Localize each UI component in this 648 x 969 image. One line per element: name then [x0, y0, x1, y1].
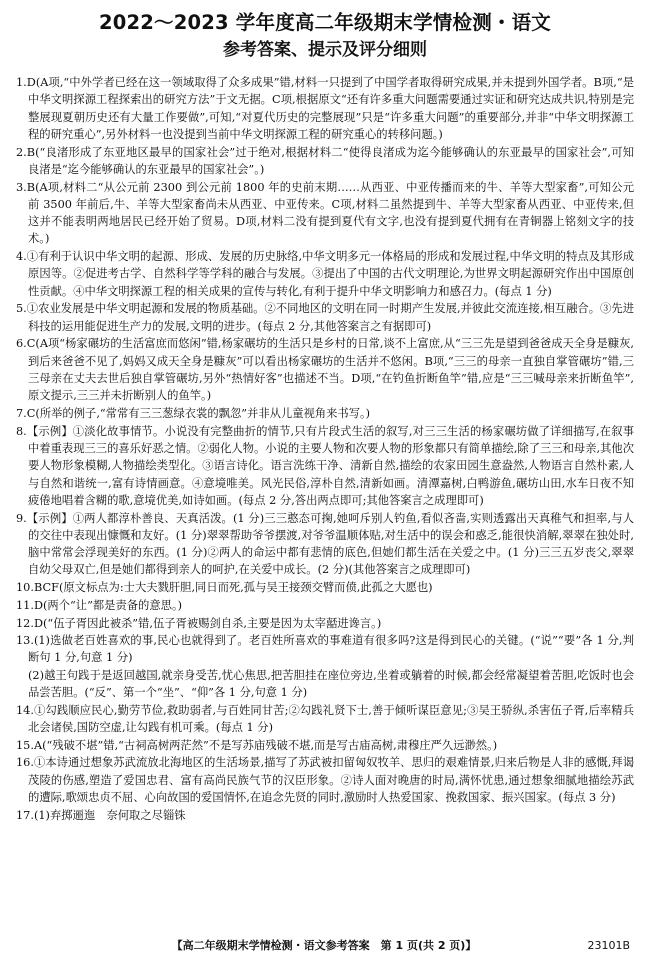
answer-item-6: 6.C(A项“杨家碾坊的生活富庶而悠闲”错,杨家碾坊的生活只是乡村的日常,谈不上富庶,从“三三先是望到爸爸成天全身是糠灰,到后来爸爸不见了,妈妈又成天全身是糠灰”可以看出杨家碾坊的生活并不悠闲。B项,“三三的母亲一直独自掌管碾坊”错,三三母亲在丈夫去世后独自掌管碾坊,另外“热情好客”也描述不当。D项,“在钓鱼折断鱼竿”错,应是“三三喊母亲来折断鱼竿”,原文提示,三三并未折断别人的鱼竿。): [16, 337, 634, 403]
answer-item-15: 15.A(“残破不堪”错,“古祠高树两茫然”不是写苏庙残破不堪,而是写古庙高树,肃穆庄严久远渺然。): [16, 738, 498, 752]
footer-page-info: 【高二年级期末学情检测・语文参考答案 第 1 页(共 2 页)】: [171, 939, 477, 952]
answer-item-8: 8.【示例】①淡化故事情节。小说没有完整曲折的情节,只有片段式生活的叙写,对三三生活的杨家碾坊做了详细描写,在叙事中着重表现三三的喜乐好恶之情。②弱化人物。小说的主要人物和次要人物的形象都只有简单描绘,除了三三和母亲,其他次要人物形象模糊,人物描绘类型化。③语言诗化。语言洗练干净、清新自然,描绘的农家田园生意盎然,人物语言自然朴素,人与自然和谐统一,富有诗情画意。④意境唯美。风光民俗,淳朴自然,清新如画。清潭嘉树,白鸭游鱼,碾坊山田,水车日夜不知疲倦地唱着含糊的歌,意境优美,如诗如画。(每点 2 分,答出两点即可;其他答案言之成理即可): [16, 424, 635, 507]
answer-item-2: 2.B(“良渚形成了东亚地区最早的国家社会”过于绝对,根据材料二“使得良渚成为迄今能够确认的东亚最早的国家社会”,可知良渚是“迄今能够确认的东亚最早的国家社会”。): [16, 145, 634, 176]
answer-item-14: 14.①勾践顺应民心,勤劳节俭,救助弱者,与百姓同甘苦;②勾践礼贤下士,善于倾听谋臣意见;③吴王骄纵,杀害伍子胥,后率精兵北会诸侯,国防空虚,让勾践有机可乘。(每点 1 分): [16, 703, 634, 735]
answer-item-4: 4.①有利于认识中华文明的起源、形成、发展的历史脉络,中华文明多元一体格局的形成和发展过程,中华文明的特点及其形成原因等。②促进考古学、自然科学等学科的融合与发展。③提出了中国的古代文明理论,为世界文明起源研究作出中国原创性贡献。④中华文明探源工程的相关成果的宣传与转化,有利于提升中华文明影响力和感召力。(每点 1 分): [16, 250, 634, 298]
answer-item-17: 17.(1)弃掷逦迤 奈何取之尽锱铢: [16, 808, 186, 822]
page-footer: [0, 937, 648, 955]
page-subtitle: 参考答案、提示及评分细则: [223, 40, 427, 60]
answer-item-13: 13.(1)选做老百姓喜欢的事,民心也就得到了。老百姓所喜欢的事难道有很多吗?这是得到民心的关键。(“说”“要”各 1 分,判断句 1 分,句意 1 分) (2)越王句践于是返回越国,就亲身受苦,忧心焦思,把苦胆挂在座位旁边,坐着或躺着的时候,都会经常凝望着苦胆,吃饭时也会品尝苦胆。(“反”、第一个“坐”、“仰”各 1 分,句意 1 分): [16, 634, 634, 700]
answer-item-9: 9.【示例】①两人都淳朴善良、天真活泼。(1 分)三三憨态可掬,她呵斥别人钓鱼,看似吝啬,实则透露出天真稚气和担率,与人的交往中表现出慷慨和友好。(1 分)翠翠帮助爷爷摆渡,对爷爷温顺体贴,对生活中的误会和惑乏,能很快消解,翠翠在独处时,脑中常常会浮现美好的东西。(1 分)②两人的命运中都有悲情的底色,但她们都生活在关爱之中。(1 分)三三五岁丧父,翠翠自幼父母双亡,但是她们都得到亲人的呵护,在关爱中成长。(2 分)(其他答案言之成理即可): [16, 511, 634, 577]
answer-item-11: 11.D(两个“让”都是责备的意思。): [16, 598, 183, 612]
answer-item-16: 16.①本诗通过想象苏武流放北海地区的生活场景,描写了苏武被扣留匈奴牧羊、思归的艰难情景,归来后物是人非的感慨,拜谒茂陵的伤感,塑造了爱国忠君、富有高尚民族气节的汉臣形象。②诗人面对晚唐的时局,满怀忧患,通过想象细腻地描绘苏武的遭际,歌颂忠贞不屈、心向故国的爱国情怀,在追念先贤的同时,激励时人热爱国家、挽救国家、振兴国家。(每点 3 分): [16, 756, 634, 805]
answer-item-7: 7.C(所举的例子,“常常有三三葱绿衣裳的飘忽”并非从儿童视角来书写。): [16, 406, 371, 420]
answer-item-5: 5.①农业发展是中华文明起源和发展的物质基础。②不同地区的文明在同一时期产生发展,并彼此交流连接,相互融合。③先进科技的运用能促进生产力的发展,文明的进步。(每点 2 分,其他答案言之有据即可): [16, 302, 634, 333]
page-title: 2022～2023 学年度高二年级期末学情检测・语文: [98, 11, 552, 34]
answer-item-1: 1.D(A项,“中外学者已经在这一领域取得了众多成果”错,材料一只提到了中国学者取得研究成果,并未提到外国学者。B项,“是中华文明探源工程探索出的研究方法”于文无据。C项,根据原文“还有许多重大问题需要通过实证和研究达成共识,特别是完整展现夏朝历史还有大量工作要做”,可知,“对夏代历史的完整展现”只是“许多重大问题”的重要部分,并非“中华文明探源工程的研究重心”,另外材料一也没提到当前中华文明探源工程的研究重心的转移问题。): [16, 76, 634, 141]
footer-doc-code: 23101B: [587, 939, 630, 952]
answer-item-3: 3.B(A项,材料二“从公元前 2300 到公元前 1800 年的史前末期……从西亚、中亚传播而来的牛、羊等大型家畜”,可知公元前 3500 年前后,牛、羊等大型家畜尚未从西亚、中亚传来。C项,材料二虽然提到牛、羊等大型家畜从西亚、中亚传来,但这并不能表明两地居民已经开始了贸易。D项,材料二没有提到夏代有文字,也没有提到夏代拥有在青铜器上铭刻文字的技术。): [16, 180, 634, 246]
answer-item-10: 10.BCF(原文标点为:士大夫戮肝胆,同日而死,孤与吴王接颈交臂而偾,此孤之大愿也): [16, 581, 433, 595]
answer-item-12: 12.D(“伍子胥因此被杀”错,伍子胥被赐剑自杀,主要是因为太宰嚭进谗言。): [16, 616, 382, 630]
answer-list: [16, 74, 634, 824]
